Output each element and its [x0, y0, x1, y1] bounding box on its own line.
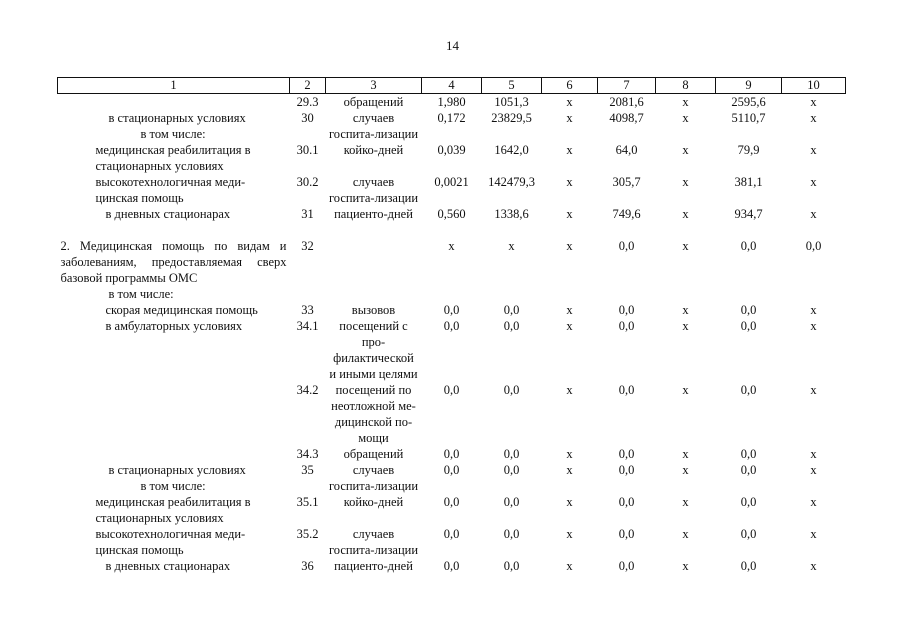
cell-c4: 0,0	[443, 303, 460, 317]
table-row	[58, 142, 846, 174]
cell-c5: 0,0	[503, 495, 520, 509]
row-code: 34.1	[296, 319, 319, 333]
cell-c9: 79,9	[737, 143, 760, 157]
cell-c6: х	[566, 303, 573, 317]
cell-c4: 0,172	[437, 111, 466, 125]
cell-c6: х	[566, 239, 573, 253]
row-name-sub: в том числе:	[108, 287, 174, 301]
row-unit: обращений	[343, 447, 404, 461]
cell-c5: 1642,0	[494, 143, 529, 157]
row-name: высокотехнологичная меди-цинская помощь	[95, 527, 246, 557]
cell-c6: х	[566, 527, 573, 541]
cell-c10: х	[810, 143, 817, 157]
row-unit: обращений	[343, 95, 404, 109]
row-name-line: в стационарных условиях	[108, 463, 246, 477]
cell-c8: х	[682, 463, 689, 477]
cell-c5: 0,0	[503, 463, 520, 477]
cell-c5: 23829,5	[491, 111, 532, 125]
row-name	[58, 110, 290, 142]
row-name: в дневных стационарах	[105, 559, 231, 573]
col-header-9: 9	[716, 78, 782, 94]
cell-c4: 1,980	[437, 95, 466, 109]
cell-c9: 934,7	[734, 207, 763, 221]
row-code: 30.1	[296, 143, 319, 157]
table-row	[58, 206, 846, 222]
cell-c7: 749,6	[612, 207, 641, 221]
row-name: медицинская реабилитация в стационарных условиях	[95, 495, 251, 525]
row-code: 30	[301, 111, 314, 125]
cell-c8: х	[682, 319, 689, 333]
cell-c8: х	[682, 527, 689, 541]
col-header-4: 4	[422, 78, 482, 94]
section-title: 2. Медицинская помощь по видам и заболеваниям, предоставляемая сверх базовой программы ОМС	[60, 239, 287, 285]
cell-c5: 1051,3	[494, 95, 529, 109]
cell-c9: 381,1	[734, 175, 763, 189]
row-unit: вызовов	[351, 303, 396, 317]
cell-c4: 0,0	[443, 319, 460, 333]
cell-c8: х	[682, 495, 689, 509]
row-code: 29.3	[296, 95, 319, 109]
cell-c7: 0,0	[618, 319, 635, 333]
row-name	[58, 382, 290, 446]
row-code: 33	[301, 303, 314, 317]
row-unit: случаев госпита-лизации	[328, 463, 419, 493]
row-unit: пациенто-дней	[334, 559, 413, 573]
row-name	[58, 462, 290, 494]
cell-c7: 0,0	[618, 303, 635, 317]
cell-c8: х	[682, 447, 689, 461]
row-code: 31	[301, 207, 314, 221]
row-unit: посещений с про-филактической и иными целями	[329, 319, 418, 381]
cell-c6: х	[566, 495, 573, 509]
cell-c6: х	[566, 447, 573, 461]
cell-c8: х	[682, 239, 689, 253]
cell-c6: х	[566, 383, 573, 397]
row-unit: посещений по неотложной ме-дицинской по-мощи	[331, 383, 416, 445]
col-header-3: 3	[326, 78, 422, 94]
row-unit: койко-дней	[343, 143, 404, 157]
table-row	[58, 494, 846, 526]
row-name	[58, 446, 290, 462]
cell-c5: 0,0	[503, 447, 520, 461]
spacer-row	[58, 222, 846, 238]
cell-c9: 0,0	[740, 303, 757, 317]
cell-c4: х	[448, 239, 455, 253]
cell-c8: х	[682, 111, 689, 125]
cell-c4: 0,0	[443, 447, 460, 461]
table-row	[58, 462, 846, 494]
cell-c9: 0,0	[740, 239, 757, 253]
row-name: высокотехнологичная меди-цинская помощь	[95, 175, 246, 205]
cell-c4: 0,0021	[434, 175, 469, 189]
col-header-7: 7	[598, 78, 656, 94]
cell-c8: х	[682, 559, 689, 573]
cell-c7: 0,0	[618, 447, 635, 461]
cell-c10: х	[810, 303, 817, 317]
cell-c9: 0,0	[740, 383, 757, 397]
row-unit: пациенто-дней	[334, 207, 413, 221]
cell-c10: х	[810, 495, 817, 509]
table-row	[58, 526, 846, 558]
row-name-line: в том числе:	[140, 127, 206, 141]
cell-c7: 0,0	[618, 463, 635, 477]
cell-c10: 0,0	[805, 239, 822, 253]
cell-c6: х	[566, 319, 573, 333]
cell-c4: 0,0	[443, 559, 460, 573]
cell-c10: х	[810, 463, 817, 477]
cell-c8: х	[682, 95, 689, 109]
cell-c6: х	[566, 95, 573, 109]
cell-c5: х	[508, 239, 515, 253]
cell-c4: 0,0	[443, 495, 460, 509]
cell-c6: х	[566, 175, 573, 189]
row-name: в дневных стационарах	[105, 207, 231, 221]
row-unit	[326, 238, 422, 302]
cell-c8: х	[682, 143, 689, 157]
cell-c9: 0,0	[740, 559, 757, 573]
cell-c10: х	[810, 383, 817, 397]
cell-c9: 5110,7	[731, 111, 766, 125]
table-row	[58, 318, 846, 382]
cell-c4: 0,0	[443, 383, 460, 397]
cell-c7: 0,0	[618, 383, 635, 397]
cell-c6: х	[566, 463, 573, 477]
cell-c9: 0,0	[740, 527, 757, 541]
row-name: медицинская реабилитация в стационарных условиях	[95, 143, 251, 173]
cell-c9: 0,0	[740, 495, 757, 509]
col-header-1: 1	[58, 78, 290, 94]
cell-c5: 142479,3	[488, 175, 535, 189]
cell-c7: 305,7	[612, 175, 641, 189]
cell-c5: 0,0	[503, 383, 520, 397]
table-row	[58, 110, 846, 142]
cell-c10: х	[810, 207, 817, 221]
cell-c6: х	[566, 111, 573, 125]
cell-c4: 0,0	[443, 463, 460, 477]
header-row	[58, 78, 846, 94]
cell-c5: 0,0	[503, 303, 520, 317]
row-code: 34.2	[296, 383, 319, 397]
table-row	[58, 238, 846, 302]
page-number: 14	[446, 38, 459, 53]
col-header-5: 5	[482, 78, 542, 94]
cell-c7: 0,0	[618, 527, 635, 541]
cell-c9: 0,0	[740, 463, 757, 477]
cell-c9: 2595,6	[731, 95, 766, 109]
table-row	[58, 446, 846, 462]
cell-c9: 0,0	[740, 447, 757, 461]
row-code: 35.2	[296, 527, 319, 541]
cell-c4: 0,039	[437, 143, 466, 157]
cell-c7: 0,0	[618, 239, 635, 253]
table-row	[58, 302, 846, 318]
cell-c6: х	[566, 207, 573, 221]
cell-c7: 4098,7	[609, 111, 644, 125]
cell-c10: х	[810, 527, 817, 541]
financing-table	[57, 77, 846, 574]
row-code: 32	[301, 239, 314, 253]
cell-c5: 0,0	[503, 559, 520, 573]
cell-c5: 0,0	[503, 319, 520, 333]
cell-c6: х	[566, 143, 573, 157]
table-row	[58, 174, 846, 206]
col-header-2: 2	[290, 78, 326, 94]
row-name-line: в том числе:	[140, 479, 206, 493]
cell-c7: 64,0	[615, 143, 638, 157]
row-unit: случаев госпита-лизации	[328, 111, 419, 141]
cell-c8: х	[682, 175, 689, 189]
row-name	[58, 238, 290, 302]
col-header-8: 8	[656, 78, 716, 94]
cell-c10: х	[810, 175, 817, 189]
cell-c4: 0,560	[437, 207, 466, 221]
cell-c4: 0,0	[443, 527, 460, 541]
row-code: 36	[301, 559, 314, 573]
cell-c10: х	[810, 111, 817, 125]
row-name: в амбулаторных условиях	[105, 319, 243, 333]
row-code: 35.1	[296, 495, 319, 509]
row-name-line: в стационарных условиях	[108, 111, 246, 125]
row-code: 35	[301, 463, 314, 477]
cell-c8: х	[682, 207, 689, 221]
row-unit: случаев госпита-лизации	[328, 175, 419, 205]
cell-c6: х	[566, 559, 573, 573]
table-row	[58, 382, 846, 446]
col-header-10: 10	[782, 78, 846, 94]
cell-c9: 0,0	[740, 319, 757, 333]
col-header-6: 6	[542, 78, 598, 94]
row-code: 30.2	[296, 175, 319, 189]
cell-c8: х	[682, 303, 689, 317]
cell-c10: х	[810, 447, 817, 461]
cell-c8: х	[682, 383, 689, 397]
table-row	[58, 558, 846, 574]
cell-c10: х	[810, 95, 817, 109]
cell-c5: 1338,6	[494, 207, 529, 221]
row-unit: койко-дней	[343, 495, 404, 509]
row-unit: случаев госпита-лизации	[328, 527, 419, 557]
row-name	[58, 94, 290, 111]
cell-c7: 2081,6	[609, 95, 644, 109]
table-row	[58, 94, 846, 111]
cell-c7: 0,0	[618, 495, 635, 509]
cell-c10: х	[810, 559, 817, 573]
cell-c10: х	[810, 319, 817, 333]
cell-c5: 0,0	[503, 527, 520, 541]
row-code: 34.3	[296, 447, 319, 461]
cell-c7: 0,0	[618, 559, 635, 573]
row-name: скорая медицинская помощь	[105, 303, 258, 317]
